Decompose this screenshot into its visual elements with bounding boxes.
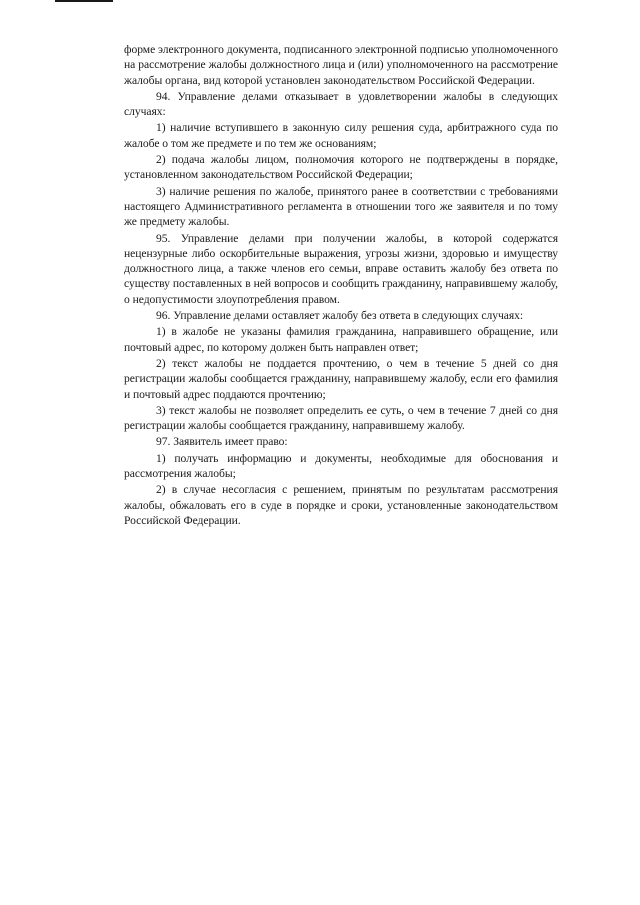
paragraph-95: 95. Управление делами при получении жалобы, в которой содержатся нецензурные либо оскорбительные выражения, угрозы жизни, здоровью и имуществу должностного лица, а также членов его семьи, вправе оставить жалобу без ответа по существу поставленных в ней вопросов и сообщить гражданину, направившему жалобу, о недопустимости злоупотребления правом.	[124, 231, 558, 306]
paragraph-96-item-2: 2) текст жалобы не поддается прочтению, о чем в течение 5 дней со дня регистрации жалобы сообщается гражданину, направившему жалобу, если его фамилия и почтовый адрес поддаются прочтению;	[124, 356, 558, 401]
document-body	[124, 42, 558, 528]
paragraph-94: 94. Управление делами отказывает в удовлетворении жалобы в следующих случаях:	[124, 89, 558, 119]
paragraph-97-item-2: 2) в случае несогласия с решением, принятым по результатам рассмотрения жалобы, обжаловать его в суде в порядке и сроки, установленные законодательством Российской Федерации.	[124, 483, 558, 527]
paragraph-94-item-1: 1) наличие вступившего в законную силу решения суда, арбитражного суда по жалобе о том же предмете и по тем же основаниям;	[124, 121, 558, 150]
paragraph-94-item-2: 2) подача жалобы лицом, полномочия которого не подтверждены в порядке, установленном законодательством Российской Федерации;	[124, 153, 558, 182]
paragraph-94-item-3: 3) наличие решения по жалобе, принятого ранее в соответствии с требованиями настоящего Административного регламента в отношении того же заявителя и по тому же предмету жалобы.	[124, 184, 558, 229]
top-rule-line	[55, 0, 113, 2]
paragraph-97: 97. Заявитель имеет право:	[156, 435, 288, 449]
paragraph-96: 96. Управление делами оставляет жалобу без ответа в следующих случаях:	[156, 309, 524, 323]
paragraph-96-item-1: 1) в жалобе не указаны фамилия гражданина, направившего обращение, или почтовый адрес, по которому должен быть направлен ответ;	[124, 325, 558, 354]
paragraph-96-item-3: 3) текст жалобы не позволяет определить ее суть, о чем в течение 7 дней со дня регистрации жалобы сообщается гражданину, направившему жалобу.	[124, 403, 558, 433]
paragraph-continuation: форме электронного документа, подписанного электронной подписью уполномоченного на рассмотрение жалобы должностного лица и (или) уполномоченного на рассмотрение жалобы органа, вид которой установлен законодательством Российской Федерации.	[124, 43, 558, 87]
paragraph-97-item-1: 1) получать информацию и документы, необходимые для обоснования и рассмотрения жалобы;	[124, 451, 558, 481]
